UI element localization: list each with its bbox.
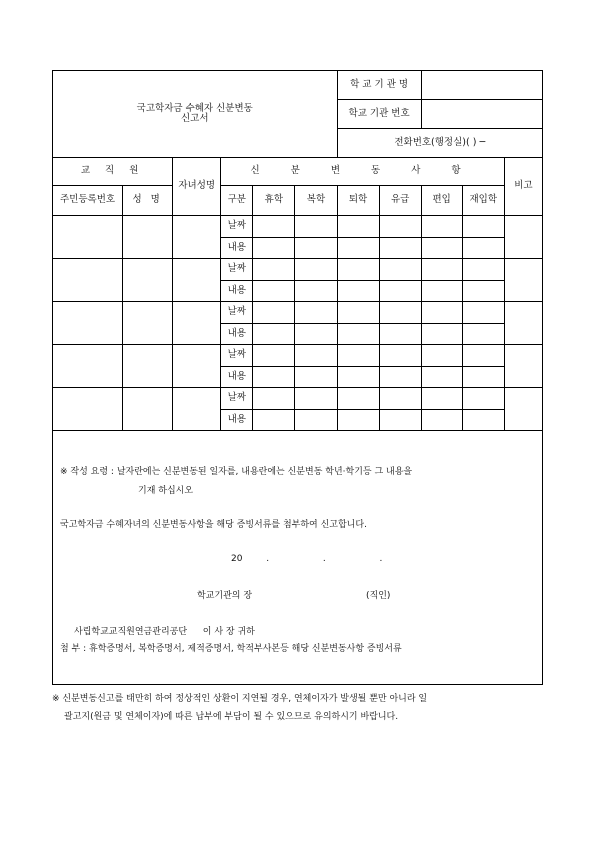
leave-header: 휴학: [253, 186, 295, 216]
attachments-list: 휴학증명서, 복학증명서, 제적증명서, 학적부사본등 해당 신분변동사항 증빙서류: [89, 644, 402, 654]
content-row-label: 내용: [221, 323, 253, 345]
date-row-label: 날짜: [221, 216, 253, 238]
quit-header: 퇴학: [337, 186, 379, 216]
declaration-text: 국고학자금 수혜자녀의 신분변동사항을 해당 증빙서류를 첨부하여 신고합니다.: [60, 520, 367, 530]
form-title-line2: 신고서: [181, 113, 209, 124]
content-row-label: 내용: [221, 237, 253, 259]
recipient-line: [74, 624, 255, 637]
date-row-label: 날짜: [221, 259, 253, 281]
recipient-org: 사립학교교직원연금관리공단: [74, 627, 188, 637]
name-header: 성 명: [123, 186, 173, 216]
date-row-label: 날짜: [221, 388, 253, 410]
form-outer-frame: [52, 70, 543, 685]
instruction-text: 날자란에는 신분변동된 일자를, 내용란에는 신분변동 학년·학기등 그 내용을: [116, 467, 413, 477]
date-line[interactable]: [231, 554, 382, 564]
instruction-line1: [60, 464, 412, 477]
date-dot-1: .: [266, 554, 270, 564]
date-row-label: 날짜: [221, 345, 253, 367]
official-seal-label[interactable]: (직인): [366, 591, 391, 601]
changes-group-header: 신 분 변 동 사 항: [221, 158, 505, 186]
content-row-label: 내용: [221, 366, 253, 388]
staff-group-header: 교 직 원: [53, 158, 173, 186]
form-title-line1: 국고학자금 수혜자 신분변동: [136, 102, 253, 114]
instruction-line2: 기재 하십시오: [138, 486, 194, 496]
id-number-header: 주민등록번호: [53, 186, 123, 216]
recipient-title: 이 사 장 귀하: [202, 627, 255, 637]
attachments-line: [60, 641, 402, 654]
footnote-line1: ※ 신분변동신고를 태만히 하여 정상적인 상환이 지연될 경우, 연체이자가 발생될 뿐만 아니라 일: [52, 694, 428, 704]
type-header: 구분: [221, 186, 253, 216]
date-row-label: 날짜: [221, 302, 253, 324]
date-year-prefix: 20: [231, 554, 243, 564]
school-number-label: 학교 기관 번호: [337, 100, 421, 129]
remark-header: 비고: [504, 158, 542, 216]
return-header: 복학: [295, 186, 337, 216]
reenter-header: 재입학: [462, 186, 504, 216]
date-dot-2: .: [322, 554, 326, 564]
content-row-label: 내용: [221, 280, 253, 302]
date-dot-3: .: [379, 554, 383, 564]
child-name-header: 자녀성명: [173, 158, 221, 216]
instruction-prefix: ※ 작성 요령 :: [60, 467, 114, 477]
transfer-header: 편입: [421, 186, 462, 216]
attachments-label: 첨 부 :: [60, 644, 87, 654]
footnote-line2: 괄고지(원금 및 연체이자)에 따른 납부에 부담이 될 수 있으므로 유의하시기 바랍니다.: [64, 712, 399, 722]
school-head-label: 학교기관의 장: [197, 591, 253, 601]
phone-field[interactable]: 전화번호(행정실)( ) ─: [337, 129, 542, 158]
school-name-label: 학 교 기 관 명: [337, 71, 421, 100]
hold-header: 유급: [379, 186, 421, 216]
content-row-label: 내용: [221, 409, 253, 431]
